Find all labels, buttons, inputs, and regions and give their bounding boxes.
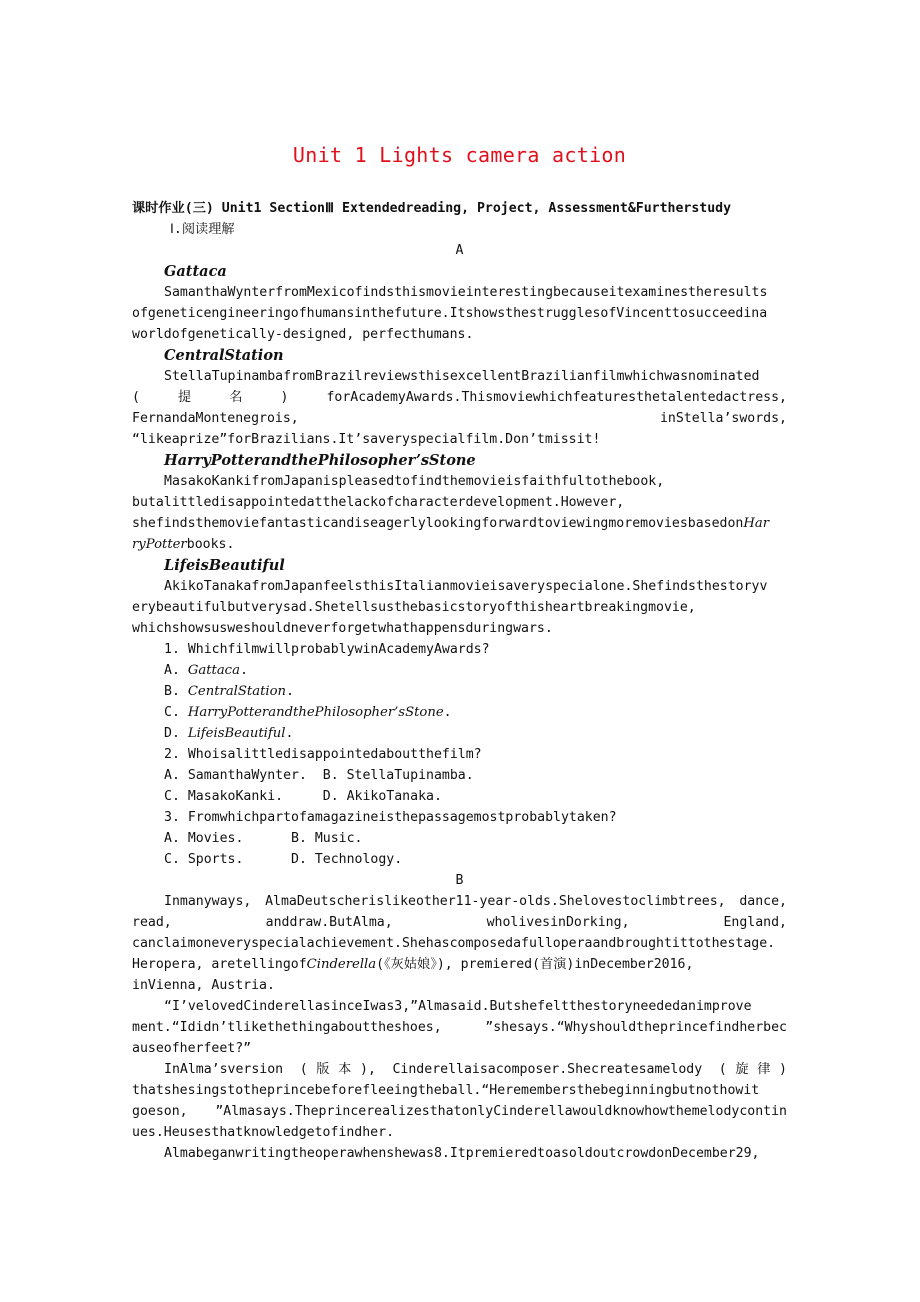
text-span: anddraw.ButAlma, — [265, 915, 393, 930]
document-body — [132, 198, 787, 1164]
option-1b — [132, 681, 787, 702]
part-a-label: A — [455, 243, 464, 258]
film-title: CentralStation — [164, 347, 284, 364]
film-title: HarryPotterandthePhilosopher’sStone — [164, 452, 476, 469]
paragraph-line: canclaimoneveryspecialachievement.Shehascomposedafulloperaandbroughtittothestage. — [132, 936, 776, 951]
option-end: . — [443, 705, 452, 720]
option-1d — [132, 723, 787, 744]
text-span: shefindsthemoviefantasticandiseagerlylookingforwardtoviewingmoremoviesbasedon — [132, 516, 744, 531]
text-span: “I’velovedCinderella — [164, 999, 323, 1014]
film-title: LifeisBeautiful — [164, 557, 285, 574]
paragraph-line — [132, 954, 787, 975]
text-span: FernandaMontenegrois, — [132, 411, 299, 426]
option-text: LifeisBeautiful — [187, 726, 286, 741]
option-text: Gattaca — [187, 663, 240, 678]
text-span: (《灰姑娘》), premiered(首演)inDecember2016, — [376, 957, 694, 972]
paragraph-line: InAlma’sversion (版本), Cinderellaisacomposer.Shecreatesamelody (旋律) — [164, 1062, 787, 1077]
film-title: Gattaca — [164, 263, 227, 280]
options-2cd: C. MasakoKanki. D. AkikoTanaka. — [164, 789, 442, 804]
option-label: C. — [164, 705, 188, 720]
section-heading: Ⅰ.阅读理解 — [170, 222, 235, 237]
book-title: Cinderella — [306, 957, 377, 972]
paragraph-line — [132, 513, 787, 534]
text-span: books. — [186, 537, 235, 552]
document-title: Unit 1 Lights camera action — [292, 143, 627, 167]
text-span: sinceIwas3,”Almasaid.Butshefeltthestoryneededanimprove — [322, 999, 752, 1014]
paragraph-line — [132, 408, 787, 429]
options-3ab: A. Movies. B. Music. — [164, 831, 363, 846]
paragraph-line: erybeautifulbutverysad.Shetellsusthebasicstoryofthisheartbreakingmovie, — [132, 600, 696, 615]
text-span: inStella’swords, — [659, 411, 787, 426]
paragraph-line: ment.“Ididn’tlikethethingabouttheshoes, ”shesays.“Whyshouldtheprincefindherbec — [132, 1020, 787, 1035]
text-span: forAcademyAwards.Thismoviewhichfeaturesthetalentedactress, — [326, 390, 787, 405]
paragraph-line: Inmanyways, AlmaDeutscherislikeother11-year-olds.Shelovestoclimbtrees, dance, — [164, 894, 787, 909]
paragraph-line — [132, 996, 787, 1017]
text-span: read, — [132, 915, 172, 930]
paragraph-line: thatshesingstotheprincebeforefleeingtheball.“Heremembersthebeginningbutnothowit — [132, 1083, 760, 1098]
paragraph-line: worldofgenetically-designed, perfecthumans. — [132, 327, 474, 342]
option-text: CentralStation — [187, 684, 287, 699]
homework-header: 课时作业(三) Unit1 SectionⅢ Extendedreading, Project, Assessment&Furtherstudy — [132, 201, 732, 216]
paragraph-line: Almabeganwritingtheoperawhenshewas8.ItpremieredtoasoldoutcrowdonDecember29, — [164, 1146, 760, 1161]
option-1a — [132, 660, 787, 681]
option-label: B. — [164, 684, 188, 699]
text-span: 提 — [178, 390, 192, 405]
paragraph-line: auseofherfeet?” — [132, 1041, 252, 1056]
paragraph-line: butalittledisappointedatthelackofcharacterdevelopment.However, — [132, 495, 625, 510]
text-span: wholivesinDorking, — [486, 915, 630, 930]
question-1: 1. WhichfilmwillprobablywinAcademyAwards? — [164, 642, 490, 657]
paragraph-line: SamanthaWynterfromMexicofindsthismovieinterestingbecauseitexaminestheresults — [164, 285, 768, 300]
option-1c — [132, 702, 787, 723]
paragraph-line: whichshowsusweshouldneverforgetwhathappensduringwars. — [132, 621, 553, 636]
question-3: 3. Fromwhichpartofamagazineisthepassagemostprobablytaken? — [164, 810, 617, 825]
option-end: . — [239, 663, 248, 678]
option-text: HarryPotterandthePhilosopher’sStone — [187, 705, 444, 720]
paragraph-line: MasakoKankifromJapanispleasedtofindthemovieisfaithfultothebook, — [164, 474, 665, 489]
option-label: D. — [164, 726, 188, 741]
text-span: 名 — [229, 390, 243, 405]
paragraph-line: “likeaprize”forBrazilians.It’saveryspecialfilm.Don’tmissit! — [132, 432, 601, 447]
part-b-label: B — [455, 873, 464, 888]
option-label: A. — [164, 663, 188, 678]
option-end: . — [285, 726, 294, 741]
paragraph-line: AkikoTanakafromJapanfeelsthisItalianmovieisaveryspecialone.Shefindsthestoryv — [164, 579, 768, 594]
paragraph-line: StellaTupinambafromBrazilreviewsthisexcellentBrazilianfilmwhichwasnominated — [164, 369, 760, 384]
paragraph-line: inVienna, Austria. — [132, 978, 275, 993]
text-span: ( — [132, 390, 140, 405]
text-span: ) — [280, 390, 289, 405]
question-2: 2. Whoisalittledisappointedaboutthefilm? — [164, 747, 482, 762]
paragraph-line: goeson, ”Almasays.TheprincerealizesthatonlyCinderellawouldknowhowthemelodycontin — [132, 1104, 787, 1119]
options-2ab: A. SamanthaWynter. B. StellaTupinamba. — [164, 768, 474, 783]
paragraph-line — [132, 534, 787, 555]
paragraph-line — [132, 912, 787, 933]
paragraph-line: ofgeneticengineeringofhumansinthefuture.ItshowsthestrugglesofVincenttosucceedina — [132, 306, 768, 321]
paragraph-line — [132, 387, 787, 408]
option-end: . — [286, 684, 294, 699]
options-3cd: C. Sports. D. Technology. — [164, 852, 403, 867]
paragraph-line: ues.Heusesthatknowledgetofindher. — [132, 1125, 395, 1140]
text-span: Heropera, aretellingof — [132, 957, 307, 972]
book-title: Har — [743, 516, 770, 531]
text-span: England, — [723, 915, 787, 930]
book-title: ryPotter — [132, 537, 187, 552]
